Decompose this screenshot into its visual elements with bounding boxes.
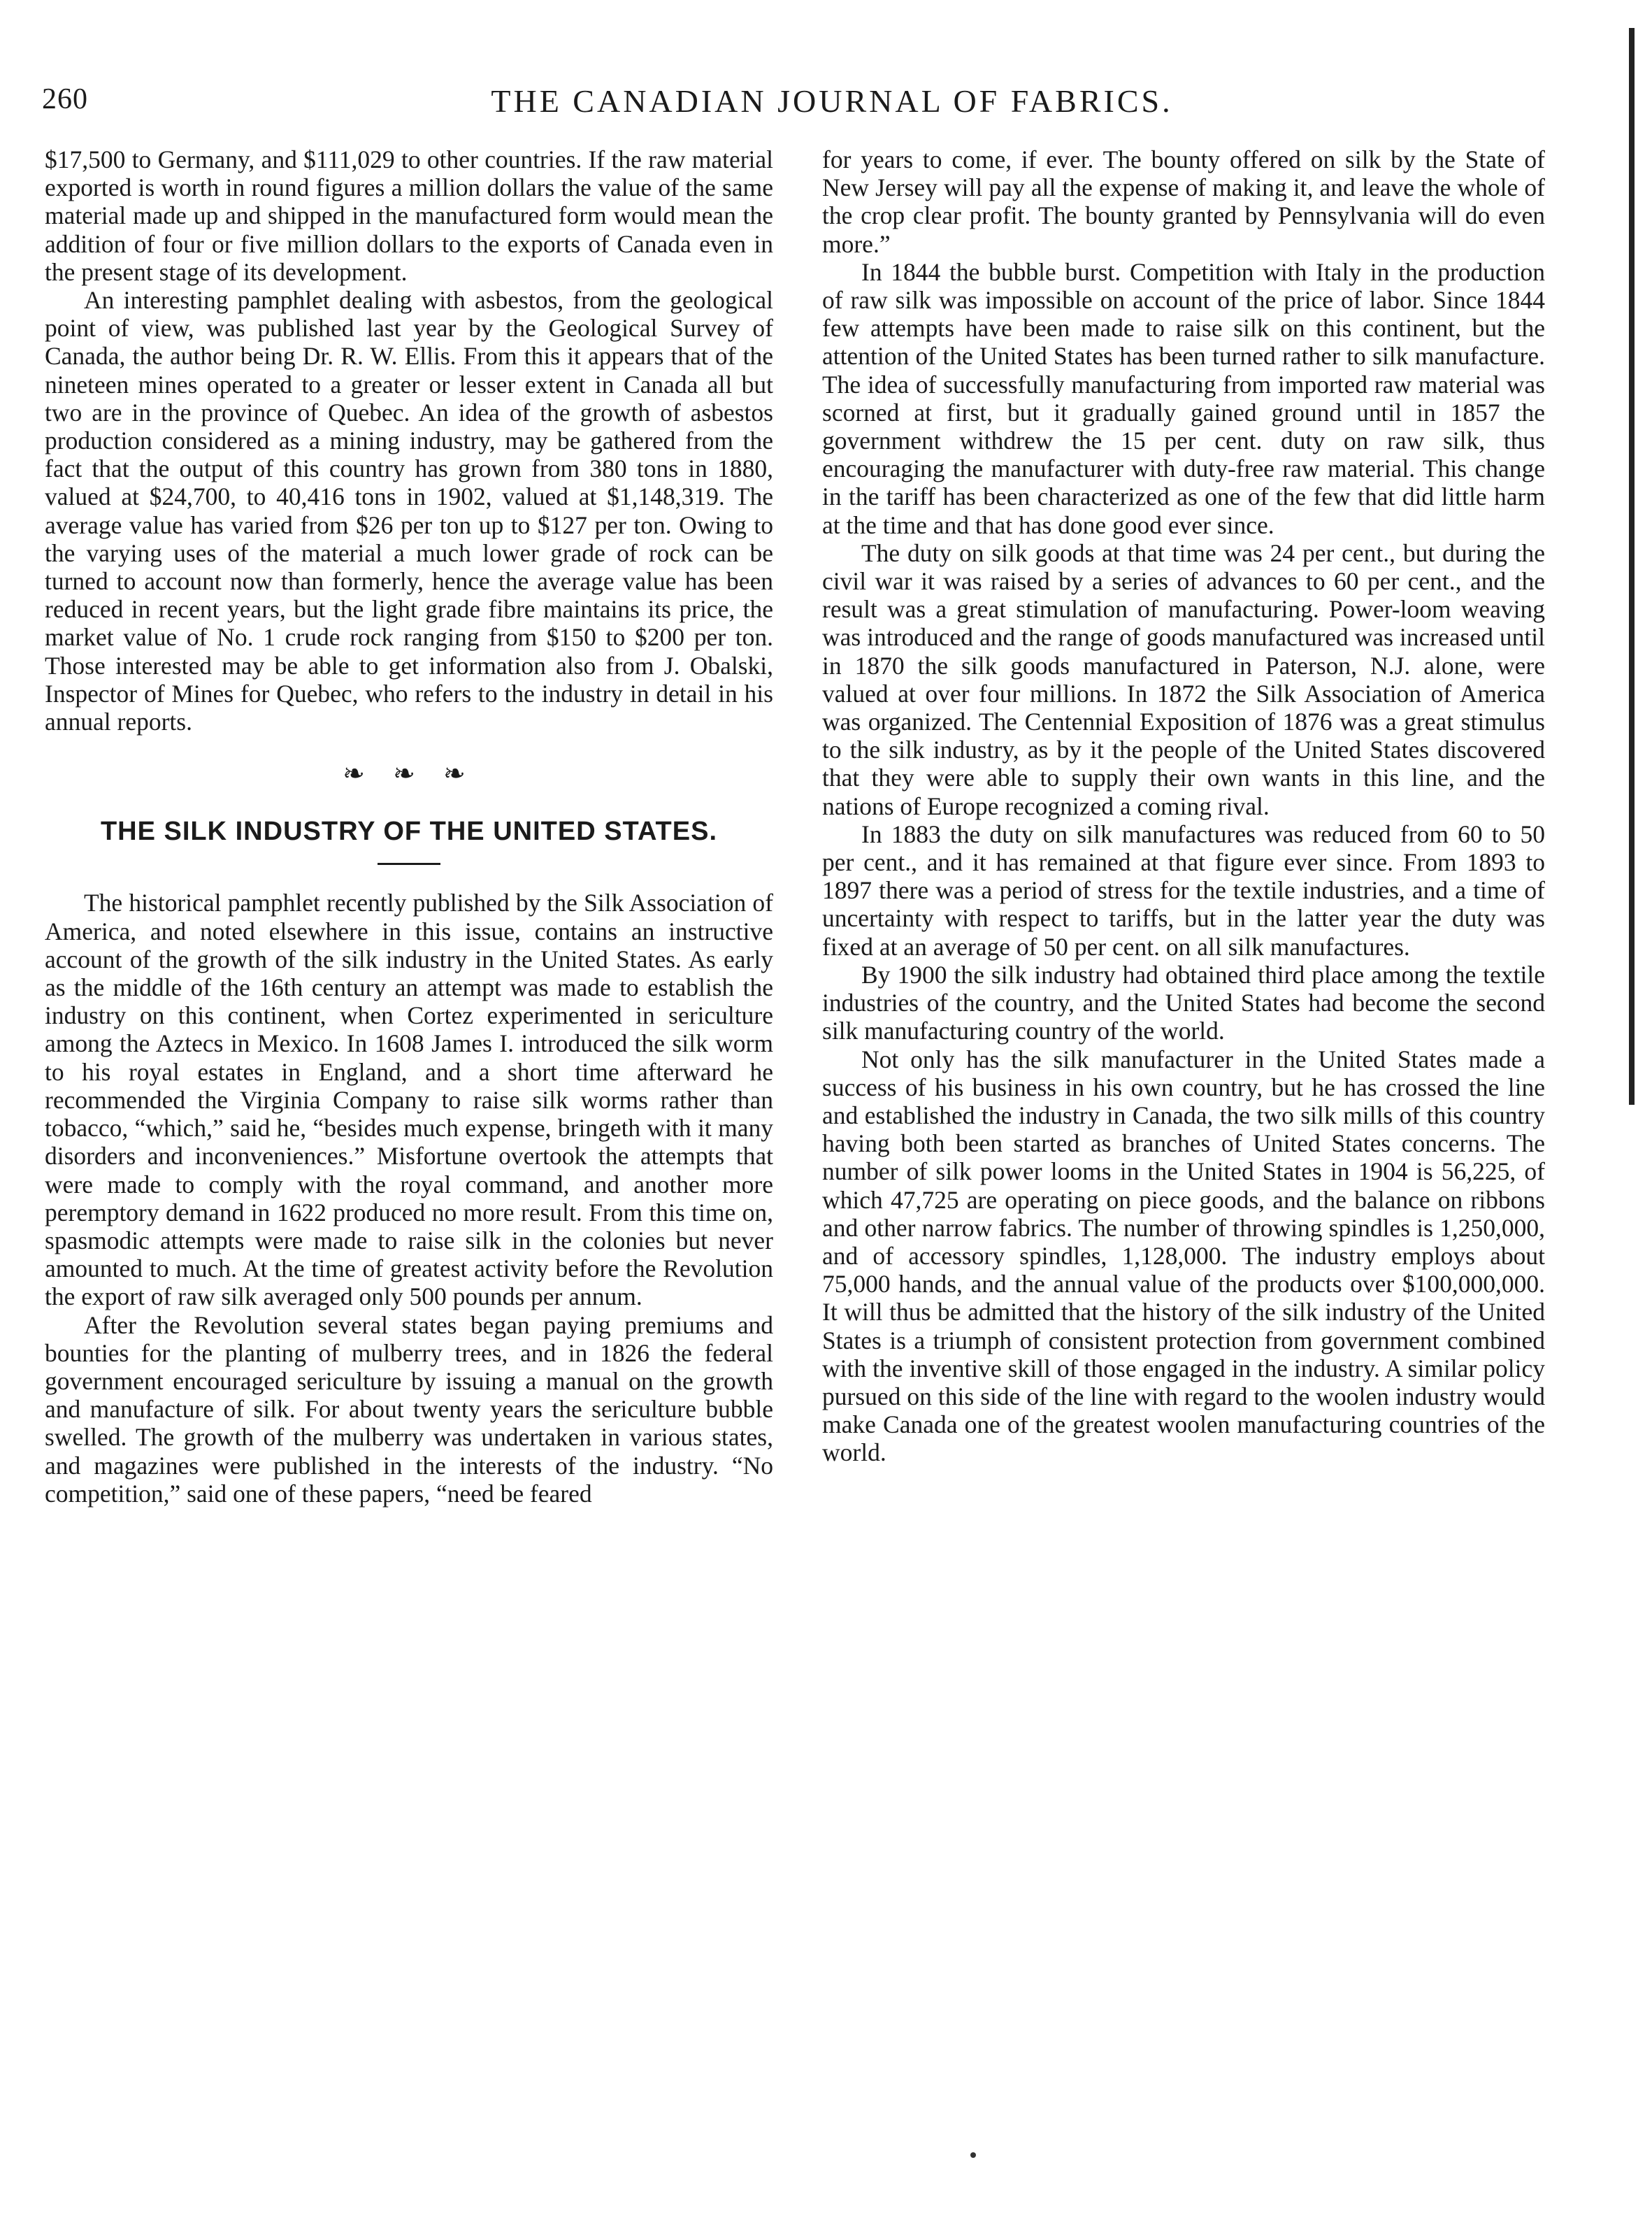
paragraph: After the Revolution several states began paying premiums and bounties for the planting of mulberry trees, and in 1826 the federal government encouraged sericulture by issuing a manual on the growth and manufacture of silk. For about twenty years the sericulture bubble swelled. The growth of the mulberry was undertaken in various states, and magazines were published in the interests of the industry. “No competition,” said one of these papers, “need be feared [45, 1310, 773, 1508]
page-number: 260 [42, 83, 88, 115]
page-header [42, 83, 1594, 124]
running-head: THE CANADIAN JOURNAL OF FABRICS. [491, 83, 1173, 119]
paragraph: The duty on silk goods at that time was 24 per cent., but during the civil war it was raised by a series of advances to 60 per cent., and the result was a great stimulation of manufacturing. Power-loom weaving was introduced and the range of goods manufactured was increased until in 1870 the silk goods manufactured in Paterson, N.J. alone, were valued at over four millions. In 1872 the Silk Association of America was organized. The Centennial Exposition of 1876 was a great stimulus to the silk industry, as by it the people of the United States discovered that they were able to supply their own wants in this line, and the nations of Europe recognized a coming rival. [822, 538, 1545, 820]
paragraph: In 1844 the bubble burst. Competition with Italy in the production of raw silk was impossible on account of the price of labor. Since 1844 few attempts have been made to raise silk on this continent, but the attention of the United States has been turned rather to silk manufacture. The idea of successfully manufacturing from imported raw material was scorned at first, but it gradually gained ground until in 1857 the government withdrew the 15 per cent. duty on raw silk, thus encouraging the manufacturer with duty-free raw material. This change in the tariff has been characterized as one of the few that did little harm at the time and that has done good ever since. [822, 257, 1545, 539]
paragraph: for years to come, if ever. The bounty offered on silk by the State of New Jersey will pay all the expense of making it, and leave the whole of the crop clear profit. The bounty granted by Pennsylvania will do even more.” [822, 145, 1545, 258]
paragraph: $17,500 to Germany, and $111,029 to other countries. If the raw material exported is worth in round figures a million dollars the value of the same material made up and shipped in the manufactured form would mean the addition of four or five million dollars to the exports of Canada even in the present stage of its development. [45, 145, 773, 286]
print-speck [970, 2152, 976, 2158]
paragraph: By 1900 the silk industry had obtained third place among the textile industries of the country, and the United States had become the second silk manufacturing country of the world. [822, 960, 1545, 1045]
paragraph: The historical pamphlet recently published by the Silk Association of America, and noted elsewhere in this issue, contains an instructive account of the growth of the silk industry in the United States. As early as the middle of the 16th century an attempt was made to establish the industry on this continent, when Cortez experimented in sericulture among the Aztecs in Mexico. In 1608 James I. introduced the silk worm to his royal estates in England, and a short time afterward he recommended the Virginia Company to raise silk worms rather than tobacco, “which,” said he, “besides much expense, bringeth with it many disorders and inconveniences.” Misfortune overtook the attempts that were made to comply with the royal command, and another more peremptory demand in 1622 produced no more result. From this time on, spasmodic attempts were made to raise silk in the colonies but never amounted to much. At the time of greatest activity before the Revolution the export of raw silk averaged only 500 pounds per annum. [45, 889, 773, 1311]
paragraph: Not only has the silk manufacturer in the United States made a success of his business in his own country, but he has crossed the line and established the industry in Canada, the two silk mills of this country having both been started as branches of United States concerns. The number of silk power looms in the United States in 1904 is 56,225, of which 47,725 are operating on piece goods, and the balance on ribbons and other narrow fabrics. The number of throwing spindles is 1,250,000, and of accessory spindles, 1,128,000. The industry employs about 75,000 hands, and the annual value of the products over $100,000,000. It will thus be admitted that the history of the silk industry of the United States is a triumph of consistent protection from government combined with the inventive skill of those engaged in the industry. A similar policy pursued on this side of the line with regard to the woolen industry would make Canada one of the greatest woolen manufacturing countries of the world. [822, 1045, 1545, 1467]
title-rule [378, 863, 440, 865]
left-column [45, 145, 773, 1508]
paragraph: In 1883 the duty on silk manufactures was reduced from 60 to 50 per cent., and it has remained at that figure ever since. From 1893 to 1897 there was a period of stress for the textile industries, and a time of uncertainty with respect to tariffs, but in the latter year the duty was fixed at an average of 50 per cent. on all silk manufactures. [822, 820, 1545, 961]
article-title: THE SILK INDUSTRY OF THE UNITED STATES. [100, 817, 718, 847]
right-column [822, 145, 1545, 1467]
section-ornament: ❧ ❧ ❧ [343, 758, 475, 789]
paragraph: An interesting pamphlet dealing with asbestos, from the geological point of view, was published last year by the Geological Survey of Canada, the author being Dr. R. W. Ellis. From this it appears that of the nineteen mines operated to a greater or lesser extent in Canada all but two are in the province of Quebec. An idea of the growth of asbestos production considered as a mining industry, may be gathered from the fact that the output of this country has grown from 380 tons in 1880, valued at $24,700, to 40,416 tons in 1902, valued at $1,148,319. The average value has varied from $26 per ton up to $127 per ton. Owing to the varying uses of the material a much lower grade of rock can be turned to account now than formerly, hence the average value has been reduced in recent years, but the light grade fibre maintains its price, the market value of No. 1 crude rock ranging from $150 to $200 per ton. Those interested may be able to get information also from J. Obalski, Inspector of Mines for Quebec, who refers to the industry in detail in his annual reports. [45, 286, 773, 736]
page-edge-rule [1629, 28, 1635, 1105]
